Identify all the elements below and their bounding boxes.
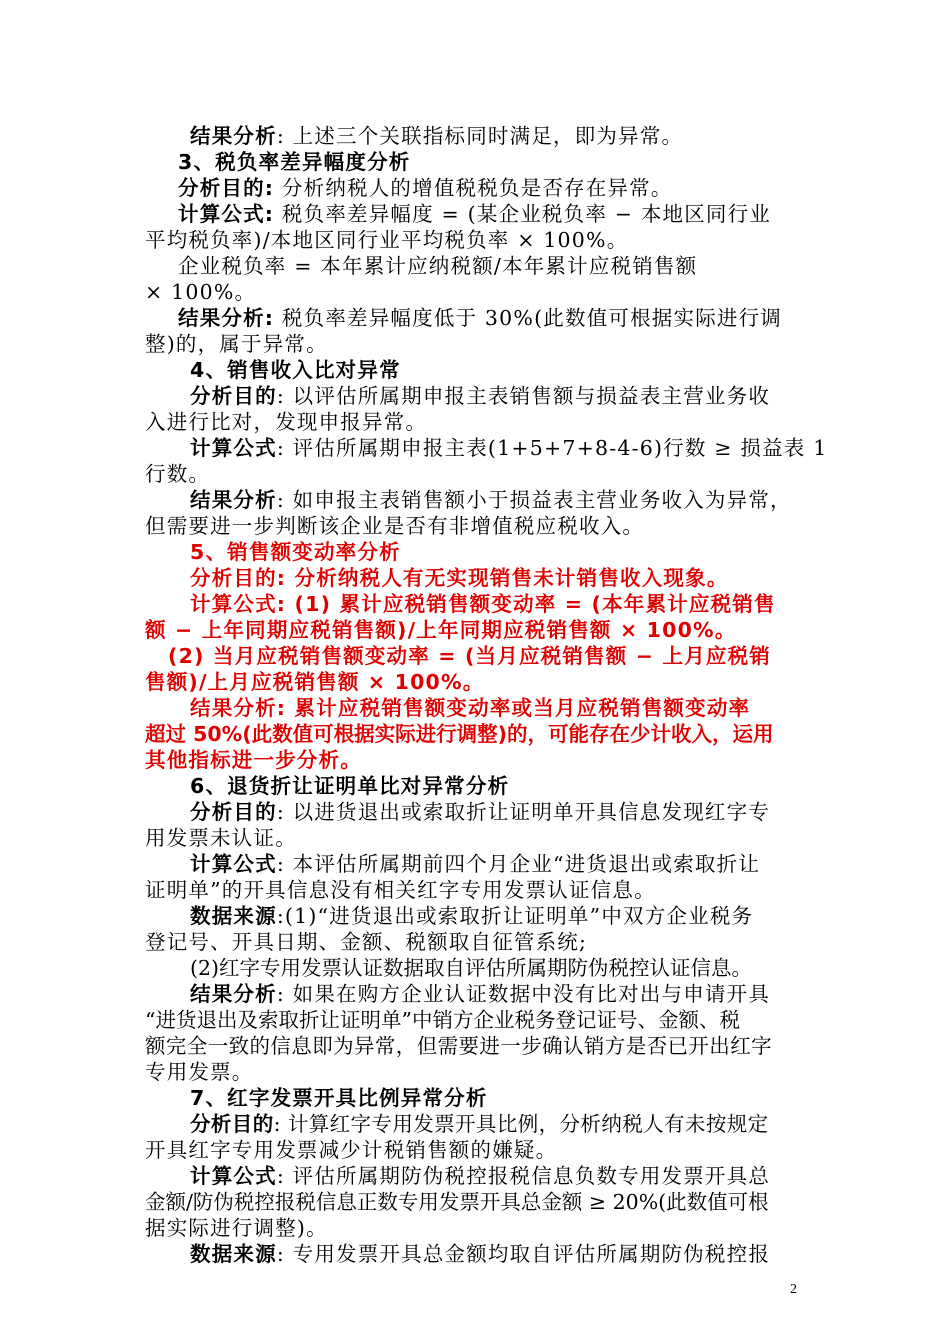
section-heading: 3、税负率差异幅度分析 (178, 150, 411, 174)
paragraph-line: 据实际进行调整)。 (145, 1216, 328, 1240)
paragraph-line: 结果分析: 累计应税销售额变动率或当月应税销售额变动率 (190, 696, 751, 720)
paragraph-line: 超过 50%(此数值可根据实际进行调整)的，可能存在少计收入，运用 (145, 722, 774, 746)
paragraph-line: “进货退出及索取折让证明单”中销方企业税务登记证号、金额、税 (145, 1008, 740, 1032)
paragraph-line: 但需要进一步判断该企业是否有非增值税应税收入。 (145, 514, 645, 538)
paragraph-line: 结果分析: 如申报主表销售额小于损益表主营业务收入为异常， (190, 488, 792, 512)
paragraph-line: 平均税负率)/本地区同行业平均税负率 × 100%。 (145, 228, 629, 252)
paragraph-line: 额完全一致的信息即为异常，但需要进一步确认销方是否已开出红字 (145, 1034, 772, 1058)
paragraph-line: 开具红字专用发票减少计税销售额的嫌疑。 (145, 1138, 558, 1162)
paragraph-line: 计算公式: (1) 累计应税销售额变动率 = (本年累计应税销售 (190, 592, 776, 616)
section-heading: 5、销售额变动率分析 (190, 540, 401, 564)
paragraph-line: 额 − 上年同期应税销售额)/上年同期应税销售额 × 100%。 (145, 618, 737, 642)
paragraph-line: 分析目的: 计算红字专用发票开具比例，分析纳税人有未按规定 (190, 1112, 769, 1136)
paragraph-line: (2)红字专用发票认证数据取自评估所属期防伪税控认证信息。 (190, 956, 753, 980)
paragraph-line: 计算公式: 评估所属期申报主表(1+5+7+8-4-6)行数 ≥ 损益表 1 (190, 436, 828, 460)
paragraph-line: 售额)/上月应税销售额 × 100%。 (145, 670, 485, 694)
section-heading: 7、红字发票开具比例异常分析 (190, 1086, 488, 1110)
paragraph-line: 结果分析: 税负率差异幅度低于 30%(此数值可根据实际进行调 (178, 306, 782, 330)
paragraph-line: 企业税负率 = 本年累计应纳税额/本年累计应税销售额 (178, 254, 698, 278)
paragraph-line: 其他指标进一步分析。 (145, 748, 362, 772)
paragraph-line: 整)的，属于异常。 (145, 332, 328, 356)
paragraph-line: 结果分析: 上述三个关联指标同时满足，即为异常。 (190, 124, 684, 148)
paragraph-line: 金额/防伪税控报税信息正数专用发票开具总金额 ≥ 20%(此数值可根 (145, 1190, 769, 1214)
paragraph-line: 分析目的: 以进货退出或索取折让证明单开具信息发现红字专 (190, 800, 771, 824)
paragraph-line: 数据来源:(1)“进货退出或索取折让证明单”中双方企业税务 (190, 904, 754, 928)
section-heading: 6、退货折让证明单比对异常分析 (190, 774, 510, 798)
paragraph-line: 登记号、开具日期、金额、税额取自征管系统; (145, 930, 588, 954)
paragraph-line: 计算公式: 评估所属期防伪税控报税信息负数专用发票开具总 (190, 1164, 771, 1188)
paragraph-line: 专用发票。 (145, 1060, 254, 1084)
paragraph-line: × 100%。 (145, 280, 257, 304)
paragraph-line: (2) 当月应税销售额变动率 = (当月应税销售额 − 上月应税销 (168, 644, 772, 668)
paragraph-line: 分析目的: 分析纳税人的增值税税负是否存在异常。 (178, 176, 673, 200)
paragraph-line: 分析目的: 以评估所属期申报主表销售额与损益表主营业务收 (190, 384, 771, 408)
paragraph-line: 计算公式: 税负率差异幅度 = (某企业税负率 − 本地区同行业 (178, 202, 772, 226)
paragraph-line: 入进行比对，发现申报异常。 (145, 410, 428, 434)
paragraph-line: 用发票未认证。 (145, 826, 297, 850)
section-heading: 4、销售收入比对异常 (190, 358, 401, 382)
page-number: 2 (790, 1282, 797, 1297)
paragraph-line: 结果分析: 如果在购方企业认证数据中没有比对出与申请开具 (190, 982, 771, 1006)
paragraph-line: 行数。 (145, 462, 211, 486)
paragraph-line: 数据来源: 专用发票开具总金额均取自评估所属期防伪税控报 (190, 1242, 771, 1266)
paragraph-line: 计算公式: 本评估所属期前四个月企业“进货退出或索取折让 (190, 852, 761, 876)
paragraph-line: 分析目的: 分析纳税人有无实现销售未计销售收入现象。 (190, 566, 729, 590)
paragraph-line: 证明单”的开具信息没有相关红字专用发票认证信息。 (145, 878, 656, 902)
